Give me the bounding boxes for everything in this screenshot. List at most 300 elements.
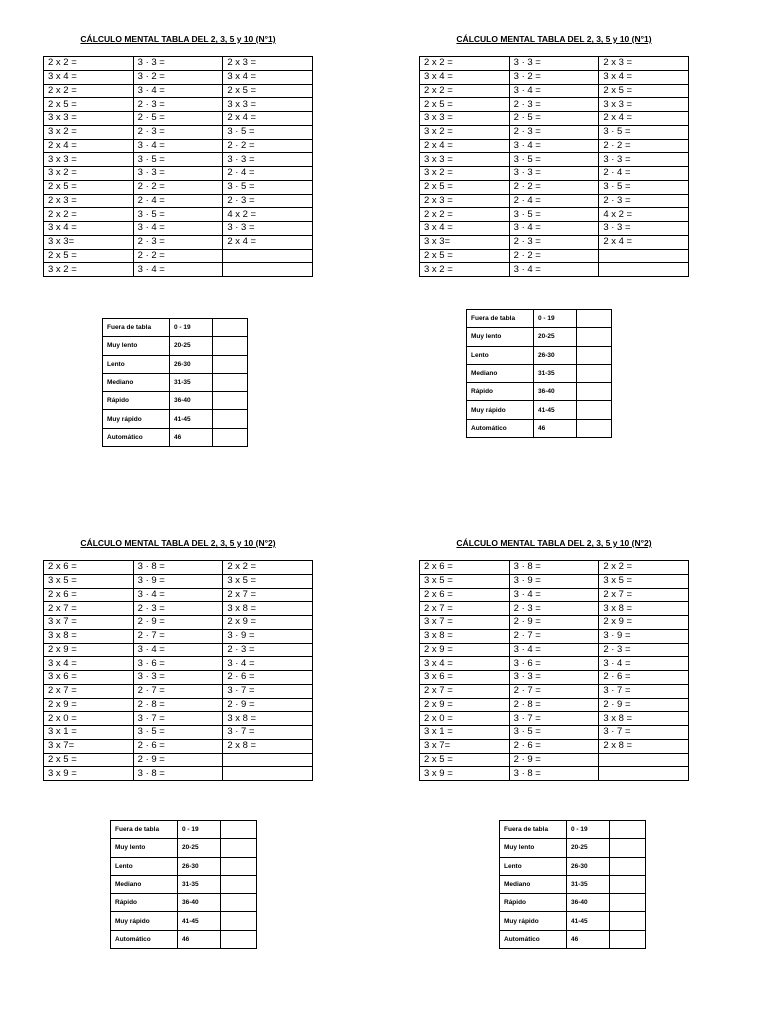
operation-cell: 3 · 8 = bbox=[133, 767, 223, 781]
operation-cell: 2 · 2 = bbox=[223, 139, 313, 153]
operation-cell: 3 x 3 = bbox=[599, 98, 689, 112]
operation-row bbox=[420, 208, 689, 222]
operation-cell: 3 · 7 = bbox=[599, 684, 689, 698]
score-row bbox=[467, 401, 612, 419]
score-row bbox=[467, 419, 612, 437]
operation-cell: 2 x 3 = bbox=[223, 57, 313, 71]
operation-cell: 3 · 4 = bbox=[133, 222, 223, 236]
operation-cell: 3 · 5 = bbox=[509, 726, 599, 740]
operation-cell: 2 · 3 = bbox=[509, 98, 599, 112]
operation-cell: 2 · 7 = bbox=[133, 684, 223, 698]
operation-row bbox=[420, 657, 689, 671]
operation-cell: 3 · 4 = bbox=[509, 84, 599, 98]
operation-row bbox=[44, 643, 313, 657]
operation-cell: 2 x 2 = bbox=[44, 84, 134, 98]
operation-row bbox=[420, 84, 689, 98]
operation-cell: 2 x 7 = bbox=[599, 588, 689, 602]
operation-cell: 2 · 5 = bbox=[509, 112, 599, 126]
operation-row bbox=[44, 222, 313, 236]
score-row bbox=[103, 319, 248, 337]
operation-cell: 2 x 4 = bbox=[223, 235, 313, 249]
operation-row bbox=[420, 767, 689, 781]
operation-cell: 2 x 2 = bbox=[223, 561, 313, 575]
operation-cell: 3 x 3 = bbox=[420, 112, 510, 126]
operation-cell: 2 · 2 = bbox=[509, 180, 599, 194]
score-level: Rápido bbox=[500, 894, 567, 912]
score-row bbox=[103, 355, 248, 373]
operation-row bbox=[420, 629, 689, 643]
operation-cell: 3 · 3 = bbox=[509, 671, 599, 685]
operation-cell: 3 x 3 = bbox=[44, 112, 134, 126]
score-range: 20-25 bbox=[178, 839, 221, 857]
score-level: Automático bbox=[103, 428, 170, 446]
operation-cell: 3 · 5 = bbox=[133, 208, 223, 222]
operation-cell: 2 x 7 = bbox=[420, 684, 510, 698]
operation-cell: 4 x 2 = bbox=[599, 208, 689, 222]
operation-cell: 2 x 4 = bbox=[420, 139, 510, 153]
score-blank bbox=[610, 857, 646, 875]
operation-cell: 3 · 3 = bbox=[509, 57, 599, 71]
score-range: 26-30 bbox=[567, 857, 610, 875]
score-range: 46 bbox=[178, 930, 221, 948]
operation-cell: 2 · 9 = bbox=[599, 698, 689, 712]
operation-row bbox=[44, 249, 313, 263]
operation-cell: 2 · 2 = bbox=[133, 249, 223, 263]
score-range: 26-30 bbox=[534, 346, 577, 364]
operation-cell bbox=[599, 753, 689, 767]
score-level: Lento bbox=[111, 857, 178, 875]
operation-cell: 3 x 8 = bbox=[599, 712, 689, 726]
operation-cell: 3 x 4 = bbox=[44, 657, 134, 671]
operation-cell: 3 · 4 = bbox=[509, 643, 599, 657]
operation-cell bbox=[223, 249, 313, 263]
operation-cell bbox=[223, 263, 313, 277]
score-level: Fuera de tabla bbox=[467, 310, 534, 328]
score-row bbox=[500, 857, 646, 875]
operation-cell: 2 x 2 = bbox=[44, 57, 134, 71]
sheet-title: CÁLCULO MENTAL TABLA DEL 2, 3, 5 y 10 (N°1) bbox=[456, 34, 652, 44]
score-level: Lento bbox=[500, 857, 567, 875]
score-level: Mediano bbox=[467, 364, 534, 382]
operation-row bbox=[420, 753, 689, 767]
score-level: Fuera de tabla bbox=[103, 319, 170, 337]
operation-cell: 2 x 9 = bbox=[420, 698, 510, 712]
operation-cell: 2 · 3 = bbox=[133, 602, 223, 616]
operation-cell: 2 x 9 = bbox=[44, 643, 134, 657]
operation-cell: 3 · 3 = bbox=[133, 167, 223, 181]
operation-cell: 2 · 9 = bbox=[133, 753, 223, 767]
operation-cell: 3 x 2 = bbox=[420, 263, 510, 277]
score-level: Muy rápido bbox=[467, 401, 534, 419]
operation-row bbox=[44, 235, 313, 249]
operation-cell: 2 · 6 = bbox=[223, 671, 313, 685]
operation-cell: 2 x 5 = bbox=[44, 180, 134, 194]
operation-cell: 3 · 8 = bbox=[509, 561, 599, 575]
operation-cell: 2 x 9 = bbox=[420, 643, 510, 657]
operation-row bbox=[420, 684, 689, 698]
operation-row bbox=[420, 222, 689, 236]
operation-cell: 3 · 8 = bbox=[133, 561, 223, 575]
operation-cell: 2 · 6 = bbox=[133, 739, 223, 753]
operation-row bbox=[44, 125, 313, 139]
score-row bbox=[467, 383, 612, 401]
operation-cell: 2 x 8 = bbox=[599, 739, 689, 753]
score-range: 20-25 bbox=[534, 328, 577, 346]
operation-cell: 2 · 3 = bbox=[509, 235, 599, 249]
operation-cell: 2 x 7 = bbox=[223, 588, 313, 602]
score-level: Muy lento bbox=[111, 839, 178, 857]
operation-row bbox=[44, 588, 313, 602]
score-level: Automático bbox=[500, 930, 567, 948]
sheet-title: CÁLCULO MENTAL TABLA DEL 2, 3, 5 y 10 (N°1) bbox=[80, 34, 276, 44]
operation-cell: 2 x 5 = bbox=[44, 249, 134, 263]
operation-row bbox=[420, 561, 689, 575]
operation-cell: 2 x 6 = bbox=[420, 588, 510, 602]
operation-cell: 2 x 3 = bbox=[420, 194, 510, 208]
operation-row bbox=[420, 235, 689, 249]
score-row bbox=[467, 364, 612, 382]
operation-cell: 2 · 3 = bbox=[599, 194, 689, 208]
operation-cell: 3 x 3= bbox=[420, 235, 510, 249]
operation-cell: 2 · 4 = bbox=[223, 167, 313, 181]
operation-cell: 3 · 4 = bbox=[509, 139, 599, 153]
operation-row bbox=[420, 616, 689, 630]
operation-cell: 3 · 2 = bbox=[509, 70, 599, 84]
score-row bbox=[500, 930, 646, 948]
operation-cell: 2 x 7 = bbox=[44, 602, 134, 616]
score-range: 41-45 bbox=[170, 410, 213, 428]
operation-row bbox=[44, 698, 313, 712]
score-level: Muy lento bbox=[500, 839, 567, 857]
operation-cell bbox=[223, 753, 313, 767]
operation-cell: 2 · 3 = bbox=[223, 194, 313, 208]
score-level: Muy lento bbox=[103, 337, 170, 355]
score-blank bbox=[610, 912, 646, 930]
operation-row bbox=[420, 643, 689, 657]
operation-cell: 3 x 6 = bbox=[420, 671, 510, 685]
operation-cell: 3 · 3 = bbox=[509, 167, 599, 181]
score-range: 20-25 bbox=[170, 337, 213, 355]
score-row bbox=[103, 428, 248, 446]
operation-cell: 2 x 5 = bbox=[44, 98, 134, 112]
score-level: Automático bbox=[467, 419, 534, 437]
operation-row bbox=[44, 602, 313, 616]
score-row bbox=[467, 346, 612, 364]
operation-cell: 3 · 9 = bbox=[223, 629, 313, 643]
operation-row bbox=[420, 671, 689, 685]
operation-row bbox=[420, 602, 689, 616]
operation-cell: 3 x 4 = bbox=[420, 657, 510, 671]
operation-cell: 3 · 8 = bbox=[509, 767, 599, 781]
operation-cell: 2 · 2 = bbox=[599, 139, 689, 153]
score-range: 26-30 bbox=[170, 355, 213, 373]
score-blank bbox=[221, 930, 257, 948]
operation-cell: 2 · 9 = bbox=[223, 698, 313, 712]
operation-cell: 2 x 5 = bbox=[223, 84, 313, 98]
operation-row bbox=[420, 263, 689, 277]
score-row bbox=[103, 373, 248, 391]
score-range: 46 bbox=[567, 930, 610, 948]
operation-cell bbox=[223, 767, 313, 781]
score-blank bbox=[213, 319, 248, 337]
operation-row bbox=[420, 98, 689, 112]
operation-cell: 3 x 7 = bbox=[44, 616, 134, 630]
score-range: 36-40 bbox=[534, 383, 577, 401]
score-range: 46 bbox=[534, 419, 577, 437]
score-level: Rápido bbox=[103, 392, 170, 410]
operation-cell: 4 x 2 = bbox=[223, 208, 313, 222]
operation-cell: 3 x 2 = bbox=[44, 167, 134, 181]
operation-row bbox=[44, 98, 313, 112]
operation-row bbox=[44, 84, 313, 98]
operation-cell: 2 · 7 = bbox=[133, 629, 223, 643]
operation-cell bbox=[599, 263, 689, 277]
operations-table bbox=[43, 560, 313, 781]
operation-cell: 2 x 7 = bbox=[44, 684, 134, 698]
score-range: 41-45 bbox=[178, 912, 221, 930]
score-range: 31-35 bbox=[567, 875, 610, 893]
operations-table bbox=[43, 56, 313, 277]
score-row bbox=[111, 894, 257, 912]
score-blank bbox=[221, 912, 257, 930]
score-blank bbox=[221, 894, 257, 912]
operation-row bbox=[44, 263, 313, 277]
operation-cell: 3 · 4 = bbox=[133, 263, 223, 277]
operation-cell: 2 · 3 = bbox=[133, 98, 223, 112]
operation-row bbox=[44, 167, 313, 181]
operation-row bbox=[44, 629, 313, 643]
operation-row bbox=[44, 194, 313, 208]
operation-cell: 2 x 9 = bbox=[223, 616, 313, 630]
operation-cell: 3 x 7 = bbox=[420, 616, 510, 630]
operation-cell: 2 x 0 = bbox=[420, 712, 510, 726]
operation-row bbox=[420, 139, 689, 153]
operation-cell: 3 · 4 = bbox=[509, 263, 599, 277]
operation-cell: 2 · 4 = bbox=[509, 194, 599, 208]
operation-cell: 2 · 6 = bbox=[599, 671, 689, 685]
operation-row bbox=[420, 167, 689, 181]
operation-row bbox=[420, 194, 689, 208]
operation-cell: 3 x 3 = bbox=[44, 153, 134, 167]
score-blank bbox=[213, 410, 248, 428]
score-row bbox=[500, 839, 646, 857]
score-row bbox=[500, 912, 646, 930]
operation-cell: 3 · 5 = bbox=[223, 125, 313, 139]
operation-cell: 3 · 6 = bbox=[133, 657, 223, 671]
operation-cell: 2 · 9 = bbox=[509, 753, 599, 767]
score-level: Lento bbox=[103, 355, 170, 373]
score-level: Muy lento bbox=[467, 328, 534, 346]
operation-cell: 3 · 3 = bbox=[133, 57, 223, 71]
operation-cell: 3 · 5 = bbox=[509, 153, 599, 167]
operation-cell: 3 · 4 = bbox=[223, 657, 313, 671]
score-blank bbox=[213, 337, 248, 355]
operation-cell: 2 x 5 = bbox=[599, 84, 689, 98]
operation-cell: 2 · 3 = bbox=[223, 643, 313, 657]
operation-cell: 2 x 5 = bbox=[420, 249, 510, 263]
operation-row bbox=[44, 208, 313, 222]
operation-cell: 2 · 6 = bbox=[509, 739, 599, 753]
score-range: 41-45 bbox=[567, 912, 610, 930]
operation-cell: 3 · 3 = bbox=[223, 222, 313, 236]
operation-cell: 3 x 3 = bbox=[223, 98, 313, 112]
operation-cell: 2 x 6 = bbox=[44, 561, 134, 575]
score-blank bbox=[577, 383, 612, 401]
operation-row bbox=[44, 684, 313, 698]
operation-cell: 2 x 5 = bbox=[420, 98, 510, 112]
operations-table bbox=[419, 560, 689, 781]
operation-cell: 2 x 2 = bbox=[420, 208, 510, 222]
operation-cell: 2 · 4 = bbox=[599, 167, 689, 181]
operation-cell bbox=[599, 767, 689, 781]
operation-row bbox=[420, 249, 689, 263]
score-row bbox=[111, 821, 257, 839]
score-row bbox=[500, 894, 646, 912]
operation-row bbox=[420, 726, 689, 740]
operation-cell: 3 · 4 = bbox=[133, 588, 223, 602]
score-blank bbox=[577, 401, 612, 419]
operation-row bbox=[44, 561, 313, 575]
operation-cell: 3 · 9 = bbox=[509, 574, 599, 588]
sheet-title: CÁLCULO MENTAL TABLA DEL 2, 3, 5 y 10 (N°2) bbox=[456, 538, 652, 548]
operation-cell: 2 · 2 = bbox=[133, 180, 223, 194]
score-blank bbox=[221, 875, 257, 893]
operation-row bbox=[44, 180, 313, 194]
operation-cell: 2 x 5 = bbox=[44, 753, 134, 767]
operation-cell: 2 · 4 = bbox=[133, 194, 223, 208]
operation-cell: 3 x 8 = bbox=[44, 629, 134, 643]
score-blank bbox=[221, 857, 257, 875]
score-blank bbox=[577, 364, 612, 382]
operation-cell: 2 x 4 = bbox=[599, 112, 689, 126]
operation-cell: 2 x 3 = bbox=[599, 57, 689, 71]
score-level: Rápido bbox=[467, 383, 534, 401]
operation-cell: 2 · 7 = bbox=[509, 684, 599, 698]
score-blank bbox=[610, 894, 646, 912]
operation-cell: 2 x 5 = bbox=[420, 180, 510, 194]
score-range: 41-45 bbox=[534, 401, 577, 419]
operation-cell: 2 x 2 = bbox=[44, 208, 134, 222]
operation-cell: 2 · 9 = bbox=[509, 616, 599, 630]
operation-row bbox=[420, 112, 689, 126]
score-range: 0 - 19 bbox=[170, 319, 213, 337]
operation-cell: 2 x 2 = bbox=[420, 57, 510, 71]
operation-row bbox=[44, 671, 313, 685]
operation-row bbox=[44, 616, 313, 630]
score-table bbox=[110, 820, 257, 949]
operation-cell: 2 · 8 = bbox=[509, 698, 599, 712]
operation-cell: 3 x 2 = bbox=[44, 125, 134, 139]
operation-cell: 2 x 2 = bbox=[599, 561, 689, 575]
operation-cell: 2 x 0 = bbox=[44, 712, 134, 726]
operation-cell: 3 x 2 = bbox=[44, 263, 134, 277]
score-level: Mediano bbox=[103, 373, 170, 391]
score-blank bbox=[577, 310, 612, 328]
score-row bbox=[500, 875, 646, 893]
operation-cell: 2 · 7 = bbox=[509, 629, 599, 643]
score-range: 36-40 bbox=[178, 894, 221, 912]
operation-cell: 3 x 1 = bbox=[420, 726, 510, 740]
operation-row bbox=[420, 125, 689, 139]
operation-cell: 3 x 2 = bbox=[420, 167, 510, 181]
score-blank bbox=[577, 328, 612, 346]
operation-cell: 3 x 2 = bbox=[420, 125, 510, 139]
operation-row bbox=[420, 588, 689, 602]
operation-cell: 3 · 7 = bbox=[223, 726, 313, 740]
operation-cell: 3 x 5 = bbox=[599, 574, 689, 588]
operation-row bbox=[420, 712, 689, 726]
operation-cell: 3 · 5 = bbox=[133, 153, 223, 167]
operation-cell: 3 x 6 = bbox=[44, 671, 134, 685]
operation-cell: 2 · 3 = bbox=[133, 235, 223, 249]
operations-table bbox=[419, 56, 689, 277]
score-blank bbox=[221, 839, 257, 857]
score-blank bbox=[577, 419, 612, 437]
operation-cell: 3 · 4 = bbox=[133, 84, 223, 98]
operation-cell: 3 · 5 = bbox=[133, 726, 223, 740]
score-row bbox=[111, 857, 257, 875]
operation-row bbox=[420, 574, 689, 588]
operation-cell: 3 · 3 = bbox=[599, 222, 689, 236]
operation-cell: 2 x 2 = bbox=[420, 84, 510, 98]
operation-cell: 3 x 1 = bbox=[44, 726, 134, 740]
operation-cell: 2 x 4 = bbox=[599, 235, 689, 249]
score-range: 36-40 bbox=[567, 894, 610, 912]
operation-cell: 3 x 8 = bbox=[223, 602, 313, 616]
operation-cell: 3 x 5 = bbox=[223, 574, 313, 588]
score-range: 36-40 bbox=[170, 392, 213, 410]
operation-row bbox=[44, 70, 313, 84]
score-range: 46 bbox=[170, 428, 213, 446]
operation-cell: 3 x 7= bbox=[44, 739, 134, 753]
score-level: Fuera de tabla bbox=[111, 821, 178, 839]
score-blank bbox=[221, 821, 257, 839]
score-range: 31-35 bbox=[170, 373, 213, 391]
operation-cell: 3 x 8 = bbox=[599, 602, 689, 616]
operation-row bbox=[44, 712, 313, 726]
score-level: Muy rápido bbox=[103, 410, 170, 428]
operation-cell: 2 x 8 = bbox=[223, 739, 313, 753]
score-row bbox=[103, 337, 248, 355]
operation-row bbox=[420, 70, 689, 84]
operation-cell: 3 · 4 = bbox=[509, 588, 599, 602]
operation-cell: 2 x 6 = bbox=[44, 588, 134, 602]
operation-cell: 3 · 3 = bbox=[133, 671, 223, 685]
operation-cell: 2 x 6 = bbox=[420, 561, 510, 575]
operation-cell: 2 · 3 = bbox=[133, 125, 223, 139]
operation-cell: 3 · 5 = bbox=[599, 125, 689, 139]
operation-row bbox=[44, 57, 313, 71]
operation-row bbox=[420, 698, 689, 712]
operation-row bbox=[44, 753, 313, 767]
score-range: 20-25 bbox=[567, 839, 610, 857]
operation-cell: 3 · 4 = bbox=[509, 222, 599, 236]
score-blank bbox=[610, 875, 646, 893]
operation-cell: 3 x 8 = bbox=[420, 629, 510, 643]
operation-row bbox=[44, 153, 313, 167]
score-level: Lento bbox=[467, 346, 534, 364]
operation-cell: 2 · 9 = bbox=[133, 616, 223, 630]
operation-cell: 3 · 2 = bbox=[133, 70, 223, 84]
operation-cell: 3 x 4 = bbox=[223, 70, 313, 84]
operation-cell: 2 x 5 = bbox=[420, 753, 510, 767]
operation-cell: 3 x 4 = bbox=[420, 222, 510, 236]
score-range: 31-35 bbox=[178, 875, 221, 893]
operation-cell: 2 x 3 = bbox=[44, 194, 134, 208]
score-range: 31-35 bbox=[534, 364, 577, 382]
operation-cell: 3 · 4 = bbox=[133, 139, 223, 153]
operation-cell: 3 · 4 = bbox=[133, 643, 223, 657]
